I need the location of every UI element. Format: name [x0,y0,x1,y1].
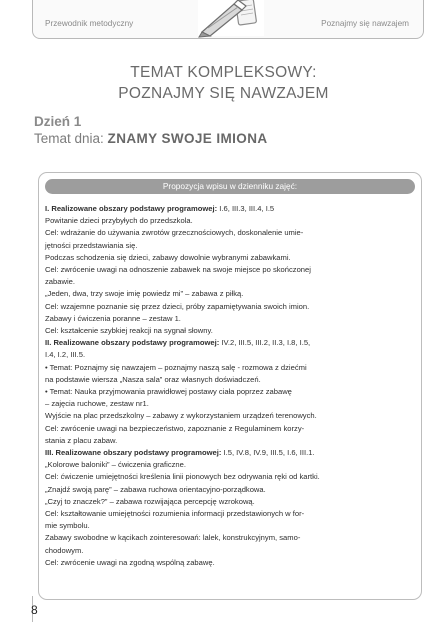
entry-line: Cel: zwrócenie uwagi na odnoszenie zabawek na swoje miejsce po skończonej [45,265,311,275]
entry-line: „Kolorowe baloniki” – ćwiczenia graficzne. [45,460,186,470]
entry-line: mie symbolu. [45,521,90,531]
entry-line: Cel: zwrócenie uwagi na bezpieczeństwo, zapoznanie z Regulaminem korzy- [45,423,305,433]
header-illustration [198,0,264,36]
entry-line: chodowym. [45,545,84,555]
entry-line: I. Realizowane obszary podstawy programowej: I.6, III.3, III.4, I.5 [45,204,275,213]
title-line-2: POZNAJMY SIĘ NAWZAJEM [118,85,329,102]
header-chapter-title: Poznajmy się nawzajem [321,19,409,28]
entry-line: na podstawie wiersza „Nasza sala” oraz własnych doświadczeń. [45,374,261,384]
entry-line: • Temat: Nauka przyjmowania prawidłowej postawy ciała poprzez zabawę [45,387,292,397]
topic-heading [34,131,268,146]
entry-line: – zajęcia ruchowe, zestaw nr1. [45,399,149,409]
page-title [0,62,447,104]
entry-line: Cel: ćwiczenie umiejętności kreślenia linii pionowych bez odrywania ręki od kartki. [45,472,320,482]
topic-name: ZNAMY SWOJE IMIONA [107,131,268,146]
entry-line: „Czyj to znaczek?” – zabawa rozwijająca percepcję wzrokową. [45,496,255,506]
entry-line: Powitanie dzieci przybyłych do przedszkola. [45,216,193,226]
entry-line: Wyjście na plac przedszkolny – zabawy z wykorzystaniem urządzeń terenowych. [45,411,317,421]
header-book-title: Przewodnik metodyczny [45,19,134,28]
running-header [32,0,424,39]
entry-line: Cel: wzajemne poznanie się przez dzieci, próby zapamiętywania swoich imion. [45,301,310,311]
entry-line: I.4, I.2, III.5. [45,350,86,360]
entry-line: II. Realizowane obszary podstawy programowej: IV.2, III.5, III.2, II.3, I.8, I.5, [45,338,311,348]
entry-line: Zabawy i ćwiczenia poranne – zestaw 1. [45,313,181,323]
box-header: Propozycja wpisu w dzienniku zajęć: [45,179,415,194]
entry-line: Cel: wdrażanie do używania zwrotów grzecznościowych, doskonalenie umie- [45,228,304,238]
entry-line: Podczas schodzenia się dzieci, zabawy dowolnie wybranymi zabawkami. [45,252,291,262]
entry-line: „Znajdź swoją parę” – zabawa ruchowa orientacyjno-porządkowa. [45,484,266,494]
entry-line: Cel: kształcenie szybkiej reakcji na sygnał słowny. [45,326,213,336]
entry-line: „Jeden, dwa, trzy swoje imię powiedz mi” – zabawa z piłką. [45,289,244,299]
entry-line: Zabawy swobodne w kącikach zointeresowań: lalek, konstrukcyjnym, samo- [45,533,301,543]
entry-line: Cel: zwrócenie uwagi na zgodną wspólną zabawę. [45,557,215,567]
entry-line: jętności przedstawiania się. [45,240,138,250]
entry-line: zabawie. [45,277,75,287]
entry-line: stania z placu zabaw. [45,435,118,445]
entry-line: III. Realizowane obszary podstawy programowej: I.5, IV.8, IV.9, III.5, I.6, III.1. [45,448,315,458]
journal-entry-box [38,172,422,600]
page-number: 8 [31,603,38,617]
title-line-1: TEMAT KOMPLEKSOWY: [130,64,317,81]
box-body [45,203,415,569]
entry-line: • Temat: Poznajmy się nawzajem – poznajmy naszą salę - rozmowa z dziećmi [45,362,307,372]
topic-prefix: Temat dnia: [34,131,108,146]
day-heading: Dzień 1 [34,114,82,129]
entry-line: Cel: kształtowanie umiejętności rozumienia informacji przedstawionych w for- [45,509,305,519]
